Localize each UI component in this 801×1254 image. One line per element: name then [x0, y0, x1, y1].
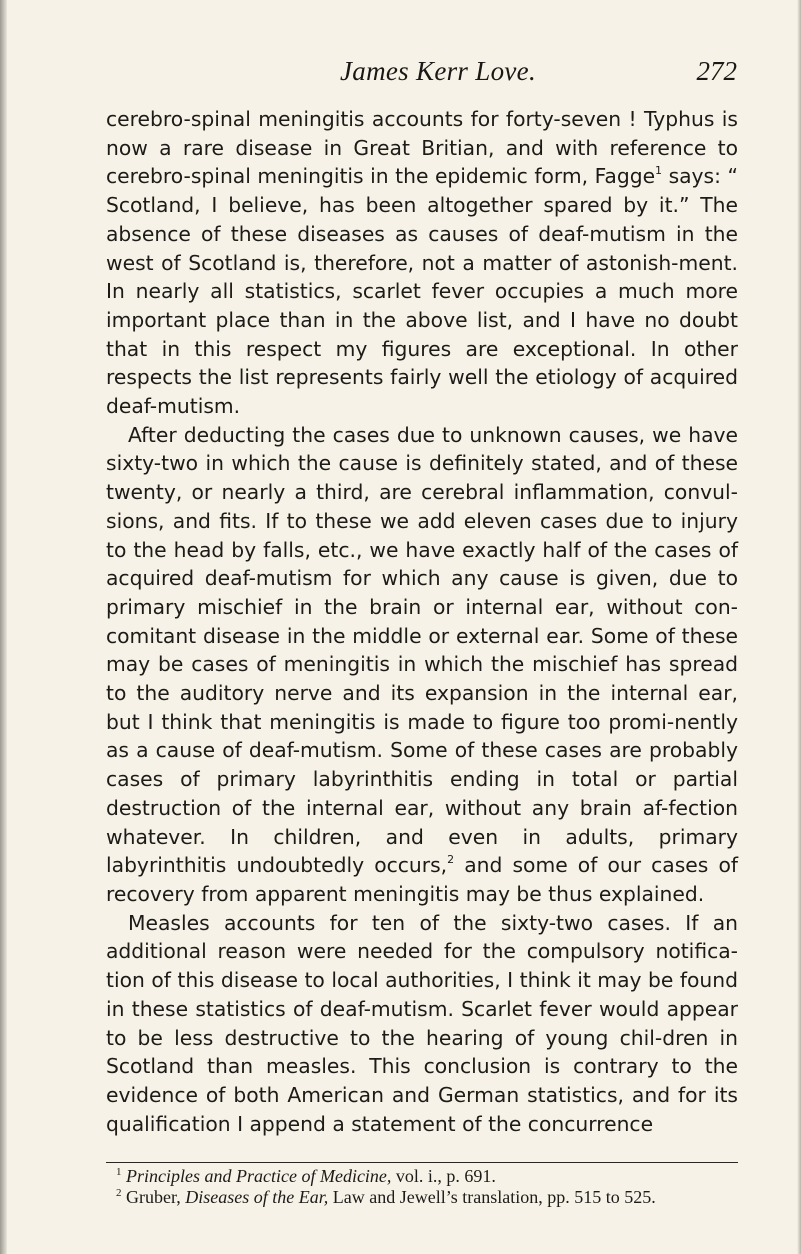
paragraph-1: [106, 105, 738, 421]
footnote-title: Diseases of the Ear,: [185, 1187, 329, 1207]
paragraph-1-text-a: cerebro-spinal meningitis accounts for forty-seven ! Typhus is now a rare disease in Great Britian, and with reference to cerebro-spinal meningitis in the epidemic form, Fagge: [106, 107, 738, 189]
footnotes: [106, 1166, 738, 1208]
footnote-divider: [106, 1162, 738, 1163]
page-edge-shadow: [797, 0, 801, 1254]
paragraph-1-text-b: says: “ Scotland, I believe, has been altogether spared by it.” The absence of these diseases as causes of deaf-mutism in the west of Scotland is, therefore, not a matter of astonish-ment. In nearly all statistics, scarlet fever occupies a much more important place than in the above list, and I have no doubt that in this respect my figures are exceptional. In other respects the list represents fairly well the etiology of acquired deaf-mutism.: [106, 164, 738, 419]
footnote-author: Gruber,: [126, 1187, 186, 1207]
footnote-ref-2: 2: [447, 853, 455, 867]
page-header: [0, 56, 801, 96]
paragraph-2: [106, 421, 738, 909]
paragraph-3: Measles accounts for ten of the sixty-two cases. If an additional reason were needed for the compulsory notifica-tion of this disease to local authorities, I think it may be found in these statistics of deaf-mutism. Scarlet fever would appear to be less destructive to the hearing of young chil-dren in Scotland than measles. This conclusion is contrary to the evidence of both American and German statistics, and for its qualification I append a statement of the concurrence: [106, 910, 738, 1136]
page-number: 272: [696, 56, 737, 86]
footnote-marker: 1: [116, 1166, 122, 1178]
body-text: [106, 105, 738, 1138]
footnote-2: [106, 1187, 738, 1208]
footnote-1: [106, 1166, 738, 1187]
page-gutter-shadow: [0, 0, 7, 1254]
paragraph-2-text-a: After deducting the cases due to unknown causes, we have sixty-two in which the cause is definitely stated, and of these twenty, or nearly a third, are cerebral inflammation, convul-sions, and fits. If to these we add eleven cases due to injury to the head by falls, etc., we have exactly half of the cases of acquired deaf-mutism for which any cause is given, due to primary mischief in the brain or internal ear, without con-comitant disease in the middle or external ear. Some of these may be cases of meningitis in which the mischief has spread to the auditory nerve and its expansion in the internal ear, but I think that meningitis is made to figure too promi-nently as a cause of deaf-mutism. Some of these cases are probably cases of primary labyrinthitis ending in total or partial destruction of the internal ear, without any brain af-fection whatever. In children, and even in adults, primary labyrinthitis undoubtedly occurs,: [106, 422, 738, 878]
footnote-detail: vol. i., p. 691.: [391, 1166, 496, 1186]
footnote-ref-1: 1: [655, 164, 663, 178]
footnote-marker: 2: [116, 1187, 122, 1199]
running-head: James Kerr Love.: [340, 56, 537, 86]
footnote-title: Principles and Practice of Medicine,: [126, 1166, 392, 1186]
paragraph-2-text-b: and some of our cases of recovery from apparent meningitis may be thus explained.: [106, 853, 738, 906]
footnote-detail: Law and Jewell’s translation, pp. 515 to 525.: [328, 1187, 656, 1207]
